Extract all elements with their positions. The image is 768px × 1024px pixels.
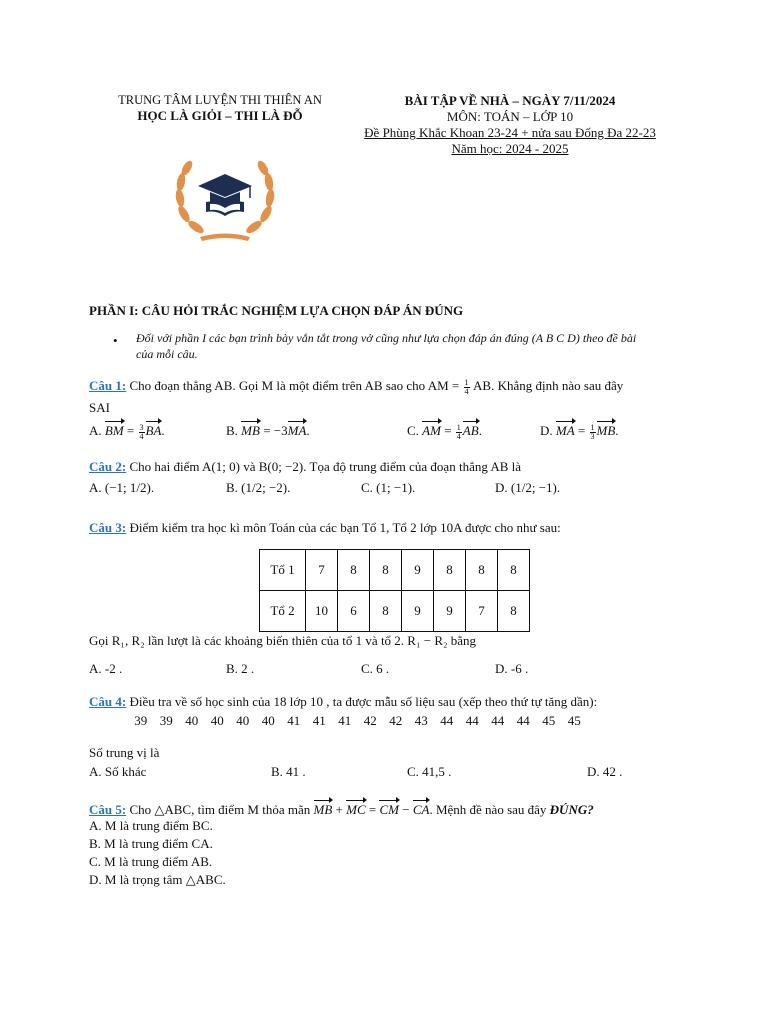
q3-after: Gọi R₁, R₂ lần lượt là các khoảng biến thiên của tổ 1 và tổ 2. R₁ − R₂ bằng — [89, 633, 477, 648]
data-value: 41 — [287, 713, 301, 728]
table-cell: Tổ 1 — [260, 550, 306, 591]
data-value: 44 — [465, 713, 479, 728]
data-value: 39 — [134, 713, 148, 728]
table-cell: 8 — [370, 591, 402, 632]
q3-option-a: A. -2 . — [89, 661, 123, 676]
q2-option-d: D. (1/2; −1). — [495, 480, 561, 495]
q3-option-b: B. 2 . — [226, 661, 255, 676]
q4-text: Điều tra về số học sinh của 18 lớp 10 , ta được mẫu số liệu sau (xếp theo thứ tự tăng dần): — [129, 694, 598, 709]
header-right — [340, 93, 680, 157]
table-cell: 9 — [402, 550, 434, 591]
q2-option-b: B. (1/2; −2). — [226, 480, 291, 495]
score-table — [259, 549, 530, 632]
data-value: 41 — [338, 713, 352, 728]
q4-line — [89, 694, 597, 710]
q5-emphasis: ĐÚNG? — [549, 802, 594, 817]
q1-fraction: $\frac{1}{4}$ — [464, 377, 469, 396]
q1-line-2: SAI — [89, 400, 110, 415]
data-value: 43 — [414, 713, 428, 728]
q3-option-d: D. -6 . — [495, 661, 529, 676]
table-cell: Tổ 2 — [260, 591, 306, 632]
q5-label: Câu 5: — [89, 802, 127, 817]
table-cell: 10 — [306, 591, 338, 632]
q5-line — [89, 799, 594, 818]
q1-label: Câu 1: — [89, 378, 127, 393]
q1-text-b: AB. Khẳng định nào sau đây — [473, 378, 624, 393]
instruction-line-1: Đối với phần I các bạn trình bày vắn tắt trong vở cũng như lựa chọn đáp án đúng (A B C D) theo đề bài — [136, 331, 637, 345]
q5-option-c: C. M là trung điểm AB. — [89, 854, 213, 869]
table-row — [260, 591, 530, 632]
table-cell: 8 — [498, 550, 530, 591]
header-left — [100, 93, 340, 124]
table-cell: 9 — [434, 591, 466, 632]
bullet-dot: • — [113, 333, 118, 348]
school-logo — [170, 152, 280, 247]
q3-text: Điểm kiểm tra học kì môn Toán của các bạn Tổ 1, Tổ 2 lớp 10A được cho như sau: — [129, 520, 561, 535]
table-row — [260, 550, 530, 591]
table-cell: 8 — [434, 550, 466, 591]
table-cell: 9 — [402, 591, 434, 632]
q1-option-d: D. MA = $\frac{1}{3}$ MB. — [540, 420, 619, 441]
q5-option-a: A. M là trung điểm BC. — [89, 818, 213, 833]
q2-option-a: A. (−1; 1/2). — [89, 480, 155, 495]
q1-option-c: C. AM = $\frac{1}{4}$ AB. — [407, 420, 482, 441]
table-cell: 7 — [306, 550, 338, 591]
q4-option-a: A. Số khác — [89, 764, 147, 779]
section-title: PHẦN I: CÂU HỎI TRẮC NGHIỆM LỰA CHỌN ĐÁP ÁN ĐÚNG — [89, 303, 464, 318]
table-cell: 7 — [466, 591, 498, 632]
q1-option-a: A. BM = $\frac{3}{4}$ BA. — [89, 420, 165, 441]
q2-text: Cho hai điểm A(1; 0) và B(0; −2). Tọa độ trung điểm của đoạn thẳng AB là — [129, 459, 522, 474]
data-value: 40 — [210, 713, 224, 728]
table-cell: 8 — [370, 550, 402, 591]
table-cell: 8 — [466, 550, 498, 591]
data-value: 42 — [389, 713, 403, 728]
data-value: 39 — [159, 713, 173, 728]
subject-line: MÔN: TOÁN – LỚP 10 — [446, 109, 574, 124]
data-value: 45 — [542, 713, 556, 728]
homework-title: BÀI TẬP VỀ NHÀ – NGÀY 7/11/2024 — [404, 93, 616, 108]
data-value: 41 — [312, 713, 326, 728]
q3-option-c: C. 6 . — [361, 661, 390, 676]
data-value: 40 — [185, 713, 199, 728]
q4-label: Câu 4: — [89, 694, 127, 709]
data-value: 45 — [567, 713, 581, 728]
instruction-line-2: của mỗi câu. — [136, 347, 198, 361]
slogan: HỌC LÀ GIỎI – THI LÀ ĐỖ — [137, 108, 303, 123]
q4-option-c: C. 41,5 . — [407, 764, 452, 779]
q4-option-d: D. 42 . — [587, 764, 623, 779]
data-value: 42 — [363, 713, 377, 728]
q3-label: Câu 3: — [89, 520, 127, 535]
q5-equation: MB + MC = CM − CA — [314, 802, 430, 817]
q4-question: Số trung vị là — [89, 745, 160, 760]
q5-option-b: B. M là trung điểm CA. — [89, 836, 213, 851]
q5-text-b: . Mệnh đề nào sau đây — [429, 802, 547, 817]
table-cell: 8 — [338, 550, 370, 591]
q1-text-a: Cho đoạn thẳng AB. Gọi M là một điểm trên AB sao cho AM = — [129, 378, 460, 393]
data-value: 44 — [440, 713, 454, 728]
q2-option-c: C. (1; −1). — [361, 480, 416, 495]
data-value: 40 — [236, 713, 250, 728]
q1-option-b: B. MB = −3MA. — [226, 420, 310, 439]
q2-line — [89, 459, 521, 475]
table-cell: 8 — [498, 591, 530, 632]
q5-text-a: Cho △ABC, tìm điểm M thỏa mãn — [129, 802, 311, 817]
source-line: Đề Phùng Khắc Khoan 23-24 + nửa sau Đống Đa 22-23 — [364, 125, 656, 140]
center-name: TRUNG TÂM LUYỆN THI THIÊN AN — [118, 93, 322, 107]
table-cell: 6 — [338, 591, 370, 632]
q1-line — [89, 378, 623, 396]
data-value: 40 — [261, 713, 275, 728]
data-value: 44 — [516, 713, 530, 728]
school-year: Năm học: 2024 - 2025 — [451, 141, 569, 156]
q4-option-b: B. 41 . — [271, 764, 306, 779]
q4-data-row — [128, 713, 587, 729]
q2-label: Câu 2: — [89, 459, 127, 474]
data-value: 44 — [491, 713, 505, 728]
q3-line — [89, 520, 561, 536]
q5-option-d: D. M là trọng tâm △ABC. — [89, 872, 226, 887]
